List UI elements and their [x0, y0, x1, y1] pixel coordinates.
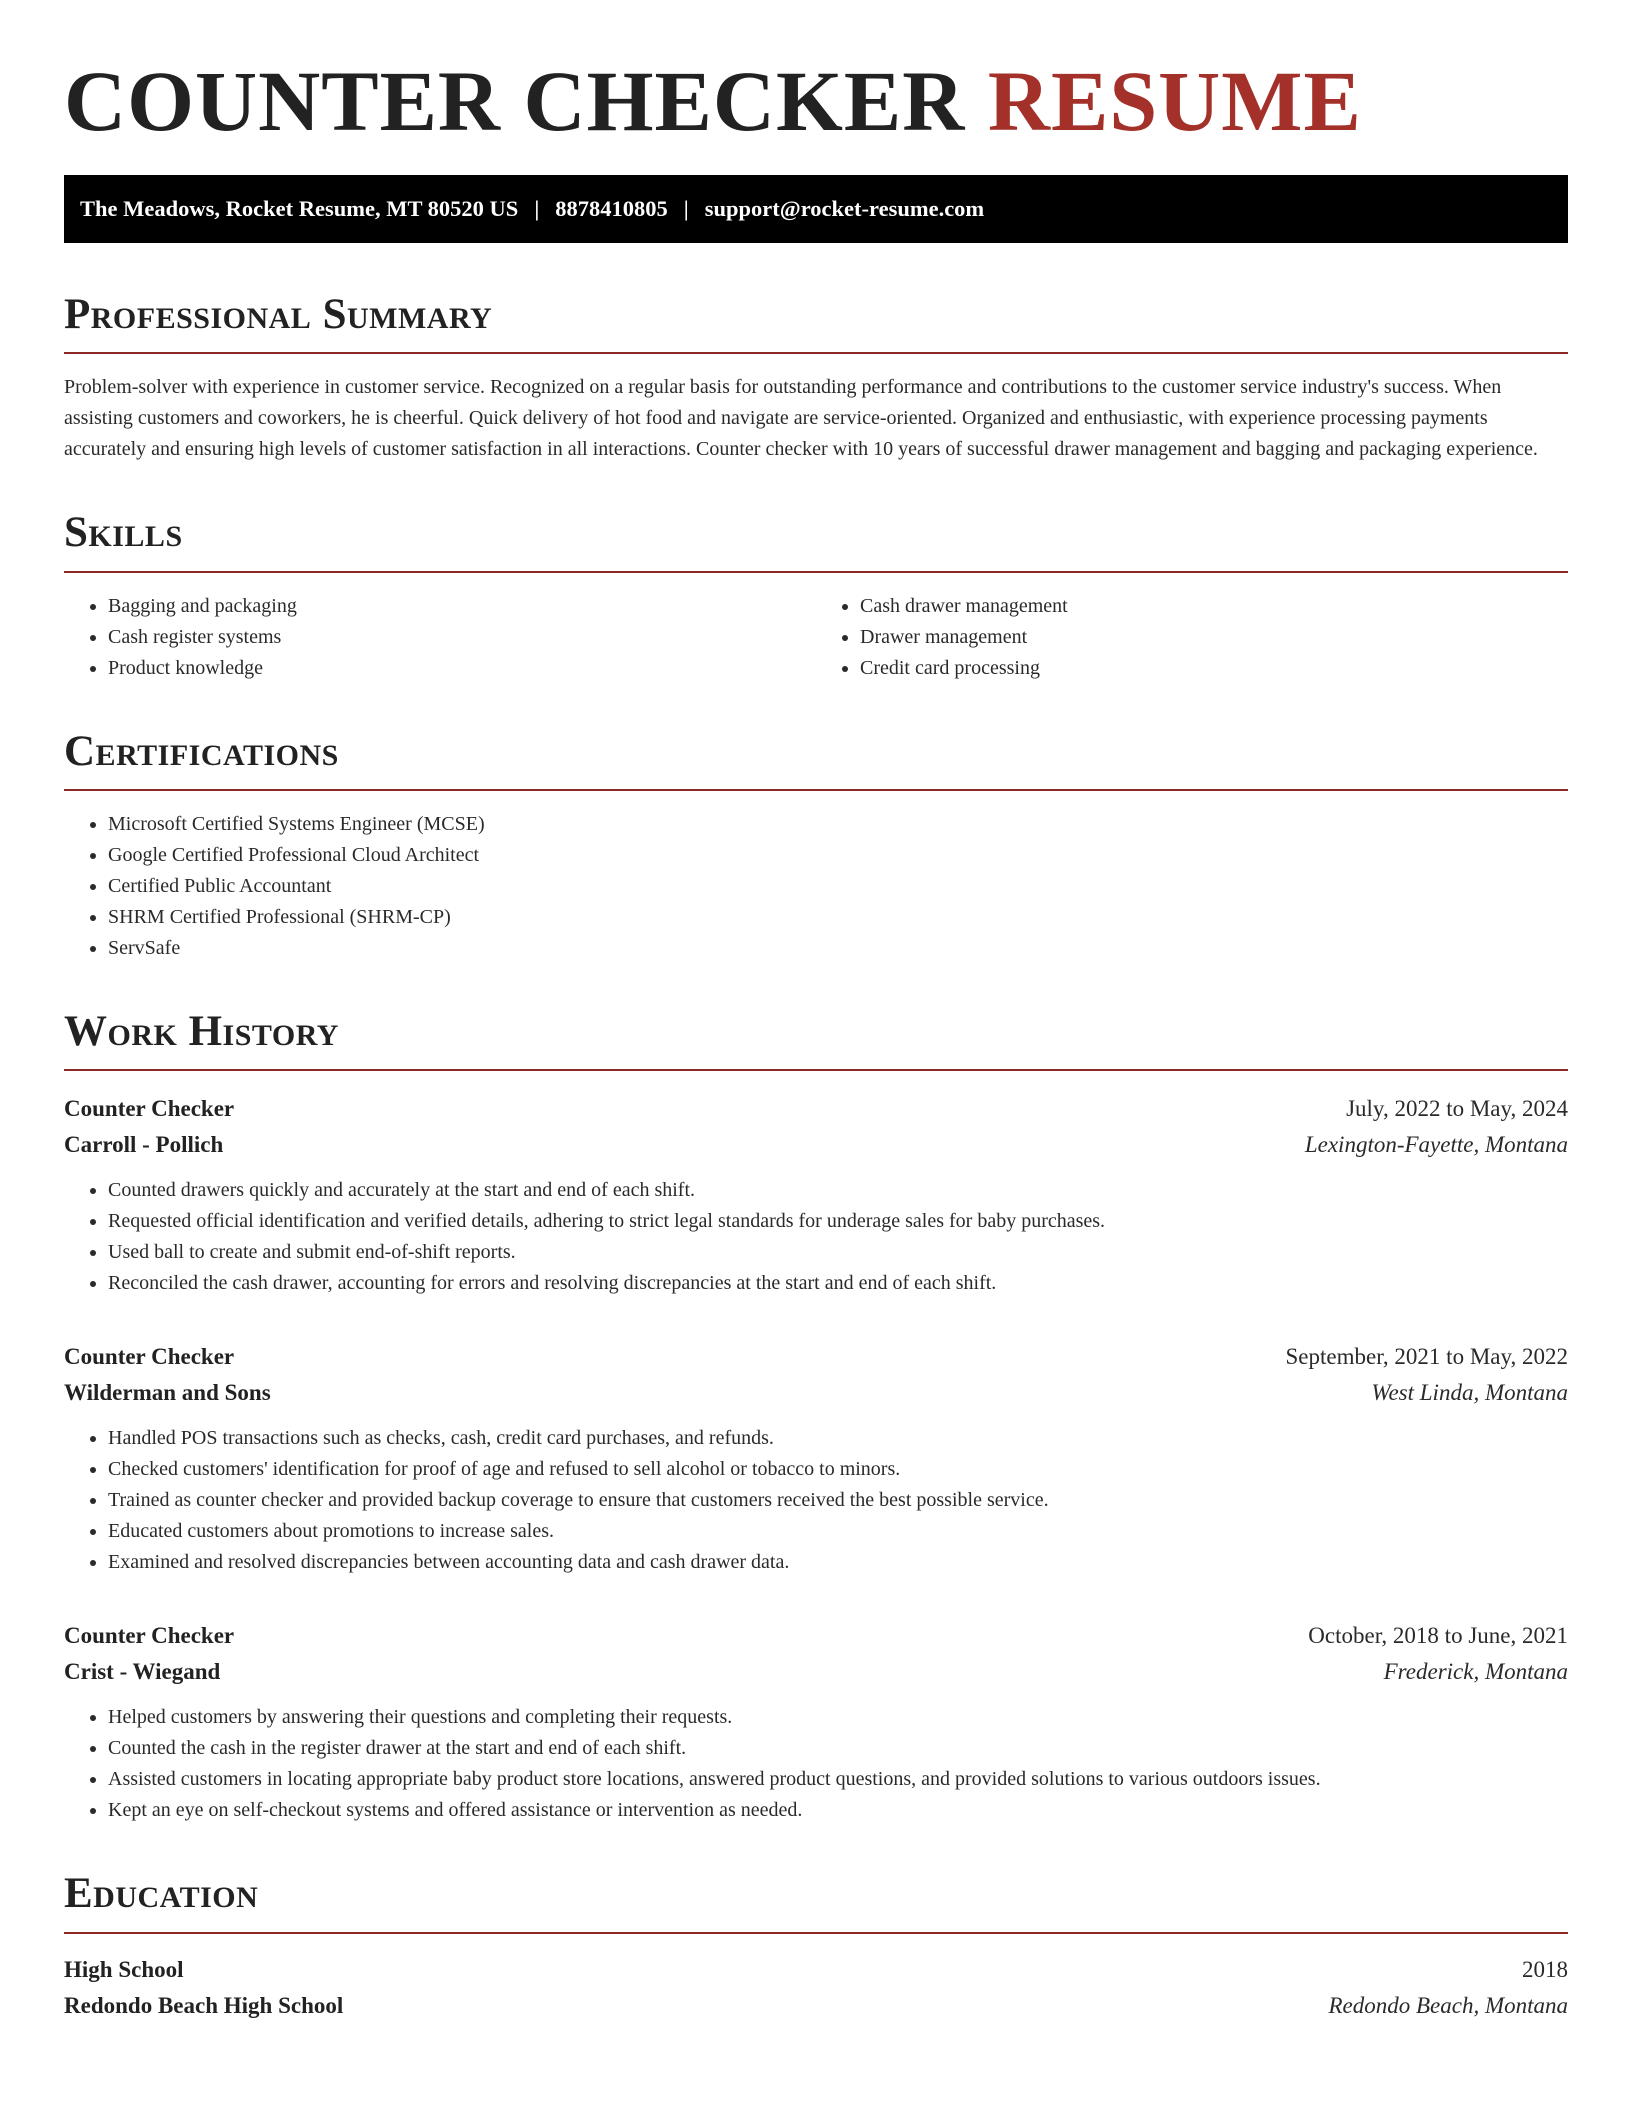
- section-heading-skills: Skills: [64, 509, 183, 557]
- job-title: Counter Checker: [64, 1096, 235, 1122]
- education-school-row: [64, 1988, 1568, 2024]
- job-duty-item: • Reconciled the cash drawer, accounting for errors and resolving discrepancies at the start and end of each shift.: [108, 1268, 1568, 1299]
- section-heading-education: Education: [64, 1870, 259, 1918]
- education-year: 2018: [1522, 1956, 1568, 1982]
- job-location: West Linda, Montana: [1371, 1380, 1568, 1406]
- section-heading-summary: Professional Summary: [64, 291, 493, 339]
- contact-separator: |: [683, 196, 689, 222]
- job-entry: [64, 1618, 1568, 1826]
- job-entry: [64, 1091, 1568, 1299]
- contact-bar: [64, 175, 1568, 243]
- job-duty-item: • Handled POS transactions such as checks, cash, credit card purchases, and refunds.: [108, 1423, 1568, 1454]
- job-duty-item: • Requested official identification and verified details, adhering to strict legal standards for underage sales for baby purchases.: [108, 1206, 1568, 1237]
- job-title-row: [64, 1091, 1568, 1127]
- job-title-row: [64, 1339, 1568, 1375]
- job-duty-item: • Counted the cash in the register drawer at the start and end of each shift.: [108, 1733, 1568, 1764]
- job-company-row: [64, 1375, 1568, 1411]
- skills-list-left: [64, 591, 816, 684]
- education-school: Redondo Beach High School: [64, 1992, 344, 2018]
- job-dates: September, 2021 to May, 2022: [1285, 1344, 1568, 1370]
- job-company: Carroll - Pollich: [64, 1132, 224, 1158]
- section-divider: [64, 352, 1568, 354]
- skill-item: • Drawer management: [860, 622, 1568, 653]
- title-accent: RESUME: [987, 53, 1362, 149]
- job-duty-item: • Educated customers about promotions to increase sales.: [108, 1516, 1568, 1547]
- contact-separator: |: [534, 196, 540, 222]
- title-main: COUNTER CHECKER: [64, 53, 966, 149]
- section-education: [64, 1870, 1568, 2023]
- resume-title: [64, 50, 1568, 153]
- job-location: Lexington-Fayette, Montana: [1304, 1132, 1568, 1158]
- section-heading-certifications: Certifications: [64, 727, 339, 775]
- skill-item: • Product knowledge: [108, 653, 816, 684]
- section-divider: [64, 1932, 1568, 1934]
- job-company: Wilderman and Sons: [64, 1380, 271, 1406]
- certifications-list: [64, 809, 1568, 964]
- education-degree-row: [64, 1952, 1568, 1988]
- certification-item: • ServSafe: [108, 933, 1568, 964]
- job-title: Counter Checker: [64, 1623, 235, 1649]
- job-duty-item: • Used ball to create and submit end-of-shift reports.: [108, 1237, 1568, 1268]
- job-company-row: [64, 1127, 1568, 1163]
- job-duty-item: • Checked customers' identification for proof of age and refused to sell alcohol or tobacco to minors.: [108, 1454, 1568, 1485]
- job-duty-item: • Examined and resolved discrepancies between accounting data and cash drawer data.: [108, 1547, 1568, 1578]
- education-degree: High School: [64, 1956, 184, 1982]
- contact-address: The Meadows, Rocket Resume, MT 80520 US: [80, 196, 519, 222]
- section-work-history: [64, 1008, 1568, 1826]
- job-duties-list: [64, 1702, 1568, 1826]
- job-duty-item: • Assisted customers in locating appropriate baby product store locations, answered product questions, and provided solutions to various outdoors issues.: [108, 1764, 1568, 1795]
- job-title: Counter Checker: [64, 1344, 235, 1370]
- skills-grid: [64, 591, 1568, 684]
- skill-item: • Cash drawer management: [860, 591, 1568, 622]
- summary-text: Problem-solver with experience in customer service. Recognized on a regular basis for outstanding performance and contributions to the customer service industry's success. When assisting customers and coworkers, he is cheerful. Quick delivery of hot food and navigate are service-oriented. Organized and enthusiastic, with experience processing payments accurately and ensuring high levels of customer satisfaction in all interactions. Counter checker with 10 years of successful drawer management and bagging and packaging experience.: [64, 376, 1538, 461]
- education-location: Redondo Beach, Montana: [1328, 1992, 1568, 2018]
- job-company-row: [64, 1654, 1568, 1690]
- job-duty-item: • Trained as counter checker and provided backup coverage to ensure that customers received the best possible service.: [108, 1485, 1568, 1516]
- skills-list-right: [816, 591, 1568, 684]
- job-location: Frederick, Montana: [1383, 1659, 1568, 1685]
- job-duties-list: [64, 1175, 1568, 1299]
- job-company: Crist - Wiegand: [64, 1659, 221, 1685]
- section-heading-work-history: Work History: [64, 1008, 339, 1056]
- certification-item: • Microsoft Certified Systems Engineer (MCSE): [108, 809, 1568, 840]
- job-duty-item: • Helped customers by answering their questions and completing their requests.: [108, 1702, 1568, 1733]
- job-dates: October, 2018 to June, 2021: [1308, 1623, 1568, 1649]
- section-divider: [64, 789, 1568, 791]
- job-entry: [64, 1339, 1568, 1578]
- skill-item: • Bagging and packaging: [108, 591, 816, 622]
- section-certifications: [64, 728, 1568, 964]
- section-divider: [64, 1069, 1568, 1071]
- skill-item: • Credit card processing: [860, 653, 1568, 684]
- certification-item: • Google Certified Professional Cloud Architect: [108, 840, 1568, 871]
- skill-item: • Cash register systems: [108, 622, 816, 653]
- section-summary: [64, 291, 1568, 465]
- job-duties-list: [64, 1423, 1568, 1578]
- job-duty-item: • Counted drawers quickly and accurately at the start and end of each shift.: [108, 1175, 1568, 1206]
- job-duty-item: • Kept an eye on self-checkout systems and offered assistance or intervention as needed.: [108, 1795, 1568, 1826]
- certification-item: • SHRM Certified Professional (SHRM-CP): [108, 902, 1568, 933]
- job-title-row: [64, 1618, 1568, 1654]
- job-dates: July, 2022 to May, 2024: [1346, 1096, 1568, 1122]
- contact-email: support@rocket-resume.com: [704, 196, 985, 222]
- contact-phone: 8878410805: [555, 196, 668, 222]
- certification-item: • Certified Public Accountant: [108, 871, 1568, 902]
- section-divider: [64, 571, 1568, 573]
- section-skills: [64, 509, 1568, 683]
